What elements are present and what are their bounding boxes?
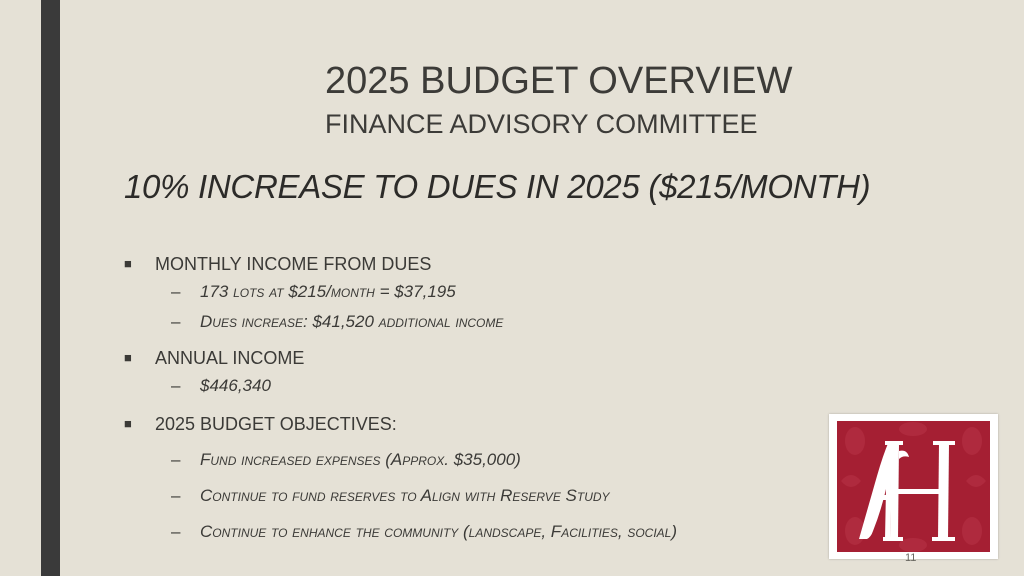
ah-monogram-icon xyxy=(837,421,990,552)
sub-item xyxy=(171,485,610,507)
bullet-label: ANNUAL INCOME xyxy=(155,348,305,368)
sub-item-text: Continue to fund reserves to Align with Reserve Study xyxy=(200,486,610,505)
sub-item xyxy=(171,521,677,543)
sub-item-text: Dues increase: $41,520 additional income xyxy=(200,312,504,331)
sub-item-text: 173 lots at $215/month = $37,195 xyxy=(200,282,456,301)
dash-icon: – xyxy=(171,312,181,331)
dash-icon: – xyxy=(171,376,181,395)
dash-icon: – xyxy=(171,522,181,541)
dash-icon: – xyxy=(171,282,181,301)
page-number: 11 xyxy=(905,552,917,564)
bullet-square-icon: ■ xyxy=(124,256,132,271)
ah-logo xyxy=(829,414,998,559)
bullet-budget-objectives xyxy=(124,413,397,435)
bullet-monthly-income xyxy=(124,253,431,275)
sub-item-text: $446,340 xyxy=(200,376,271,395)
dash-icon: – xyxy=(171,450,181,469)
sub-item-text: Fund increased expenses (Approx. $35,000) xyxy=(200,450,521,469)
sub-item xyxy=(171,311,503,333)
left-accent-bar xyxy=(41,0,60,576)
sub-item xyxy=(171,281,456,303)
sub-item-text: Continue to enhance the community (landscape, Facilities, social) xyxy=(200,522,677,541)
dash-icon: – xyxy=(171,486,181,505)
slide-subtitle: FINANCE ADVISORY COMMITTEE xyxy=(325,109,758,139)
bullet-square-icon: ■ xyxy=(124,350,132,365)
bullet-label: 2025 BUDGET OBJECTIVES: xyxy=(155,414,397,434)
slide-title: 2025 BUDGET OVERVIEW xyxy=(325,60,793,102)
sub-item xyxy=(171,449,521,471)
bullet-square-icon: ■ xyxy=(124,416,132,431)
bullet-annual-income xyxy=(124,347,304,369)
sub-item xyxy=(171,375,271,397)
headline: 10% INCREASE TO DUES IN 2025 ($215/MONTH) xyxy=(124,168,871,205)
bullet-label: MONTHLY INCOME FROM DUES xyxy=(155,254,432,274)
